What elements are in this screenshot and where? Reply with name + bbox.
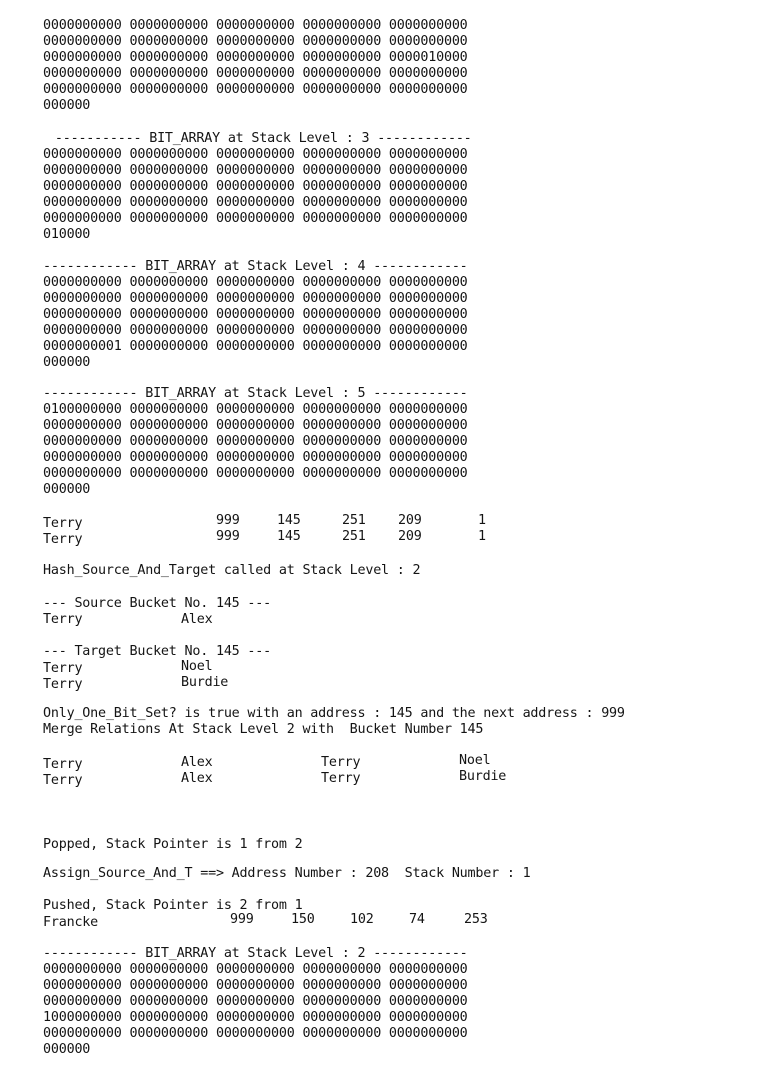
tuple-value: 251 — [342, 513, 366, 528]
bit-array-line: 000000 — [43, 482, 91, 497]
only-one-bit-set-line: Only_One_Bit_Set? is true with an address : 145 and the next address : 999 — [43, 706, 625, 721]
popped-line: Popped, Stack Pointer is 1 from 2 — [43, 837, 303, 852]
bit-array-header-level-2: ------------ BIT_ARRAY at Stack Level : 2 ------------ — [43, 946, 468, 961]
tuple-value: 74 — [409, 912, 425, 927]
bit-array-line: 0000000000 0000000000 0000000000 0000000000 0000000000 — [43, 466, 468, 481]
bit-array-header-level-4: ------------ BIT_ARRAY at Stack Level : 4 ------------ — [43, 259, 468, 274]
tuple-value: 251 — [342, 529, 366, 544]
tuple-value: 209 — [398, 529, 422, 544]
merge-relations-line: Merge Relations At Stack Level 2 with Bucket Number 145 — [43, 722, 484, 737]
bit-array-line: 0100000000 0000000000 0000000000 0000000000 0000000000 — [43, 402, 468, 417]
bit-array-line: 0000000001 0000000000 0000000000 0000000000 0000000000 — [43, 339, 468, 354]
merged-col-c: Terry — [321, 771, 361, 786]
pushed-line: Pushed, Stack Pointer is 2 from 1 — [43, 898, 303, 913]
tuple-value: 1 — [478, 513, 486, 528]
target-bucket-header: --- Target Bucket No. 145 --- — [43, 644, 271, 659]
merged-col-a: Terry — [43, 773, 83, 788]
bucket-value: Burdie — [181, 675, 229, 690]
bit-array-line: 0000000000 0000000000 0000000000 0000000000 0000000000 — [43, 275, 468, 290]
bit-array-line: 0000000000 0000000000 0000000000 0000000000 0000000000 — [43, 450, 468, 465]
assign-line: Assign_Source_And_T ==> Address Number : 208 Stack Number : 1 — [43, 866, 531, 881]
tuple-value: 253 — [464, 912, 488, 927]
bit-array-line: 0000000000 0000000000 0000000000 0000000000 0000000000 — [43, 291, 468, 306]
hash-call-line: Hash_Source_And_Target called at Stack Level : 2 — [43, 563, 421, 578]
bit-array-line: 0000000000 0000000000 0000000000 0000000000 0000000000 — [43, 211, 468, 226]
bucket-value: Noel — [181, 659, 213, 674]
tuple-value: 102 — [350, 912, 374, 927]
tuple-value: 150 — [291, 912, 315, 927]
tuple-name: Terry — [43, 516, 83, 531]
bit-array-line: 0000000000 0000000000 0000000000 0000000000 0000000000 — [43, 163, 468, 178]
bit-array-line: 0000000000 0000000000 0000000000 0000000000 0000000000 — [43, 147, 468, 162]
tuple-value: 209 — [398, 513, 422, 528]
bit-array-line: 0000000000 0000000000 0000000000 0000000000 0000010000 — [43, 50, 468, 65]
merged-col-b: Alex — [181, 771, 213, 786]
bit-array-line: 1000000000 0000000000 0000000000 0000000000 0000000000 — [43, 1010, 468, 1025]
bit-array-line: 0000000000 0000000000 0000000000 0000000000 0000000000 — [43, 978, 468, 993]
bit-array-line: 000000 — [43, 1042, 91, 1057]
tuple-value: 145 — [277, 513, 301, 528]
bit-array-line: 0000000000 0000000000 0000000000 0000000000 0000000000 — [43, 18, 468, 33]
tuple-name: Terry — [43, 532, 83, 547]
bit-array-line: 0000000000 0000000000 0000000000 0000000000 0000000000 — [43, 307, 468, 322]
tuple-value: 1 — [478, 529, 486, 544]
merged-col-d: Burdie — [459, 769, 507, 784]
bit-array-line: 0000000000 0000000000 0000000000 0000000000 0000000000 — [43, 994, 468, 1009]
tuple-value: 999 — [216, 529, 240, 544]
source-bucket-header: --- Source Bucket No. 145 --- — [43, 596, 271, 611]
bucket-name: Terry — [43, 661, 83, 676]
merged-col-a: Terry — [43, 757, 83, 772]
bit-array-line: 000000 — [43, 98, 91, 113]
bucket-name: Terry — [43, 677, 83, 692]
bit-array-line: 0000000000 0000000000 0000000000 0000000000 0000000000 — [43, 434, 468, 449]
bit-array-line: 000000 — [43, 355, 91, 370]
merged-col-c: Terry — [321, 755, 361, 770]
tuple-value: 999 — [216, 513, 240, 528]
bit-array-line: 0000000000 0000000000 0000000000 0000000000 0000000000 — [43, 82, 468, 97]
bit-array-line: 010000 — [43, 227, 91, 242]
bit-array-header-level-3: ----------- BIT_ARRAY at Stack Level : 3 ------------ — [47, 131, 472, 146]
bit-array-line: 0000000000 0000000000 0000000000 0000000000 0000000000 — [43, 418, 468, 433]
merged-col-b: Alex — [181, 755, 213, 770]
bit-array-line: 0000000000 0000000000 0000000000 0000000000 0000000000 — [43, 962, 468, 977]
bit-array-header-level-5: ------------ BIT_ARRAY at Stack Level : 5 ------------ — [43, 386, 468, 401]
tuple-value: 145 — [277, 529, 301, 544]
merged-col-d: Noel — [459, 753, 491, 768]
bit-array-line: 0000000000 0000000000 0000000000 0000000000 0000000000 — [43, 179, 468, 194]
bucket-value: Alex — [181, 612, 213, 627]
bit-array-line: 0000000000 0000000000 0000000000 0000000000 0000000000 — [43, 66, 468, 81]
bit-array-line: 0000000000 0000000000 0000000000 0000000000 0000000000 — [43, 323, 468, 338]
bit-array-line: 0000000000 0000000000 0000000000 0000000000 0000000000 — [43, 34, 468, 49]
bit-array-line: 0000000000 0000000000 0000000000 0000000000 0000000000 — [43, 195, 468, 210]
bucket-name: Terry — [43, 612, 83, 627]
tuple-value: 999 — [230, 912, 254, 927]
tuple-name: Francke — [43, 915, 99, 930]
bit-array-line: 0000000000 0000000000 0000000000 0000000000 0000000000 — [43, 1026, 468, 1041]
